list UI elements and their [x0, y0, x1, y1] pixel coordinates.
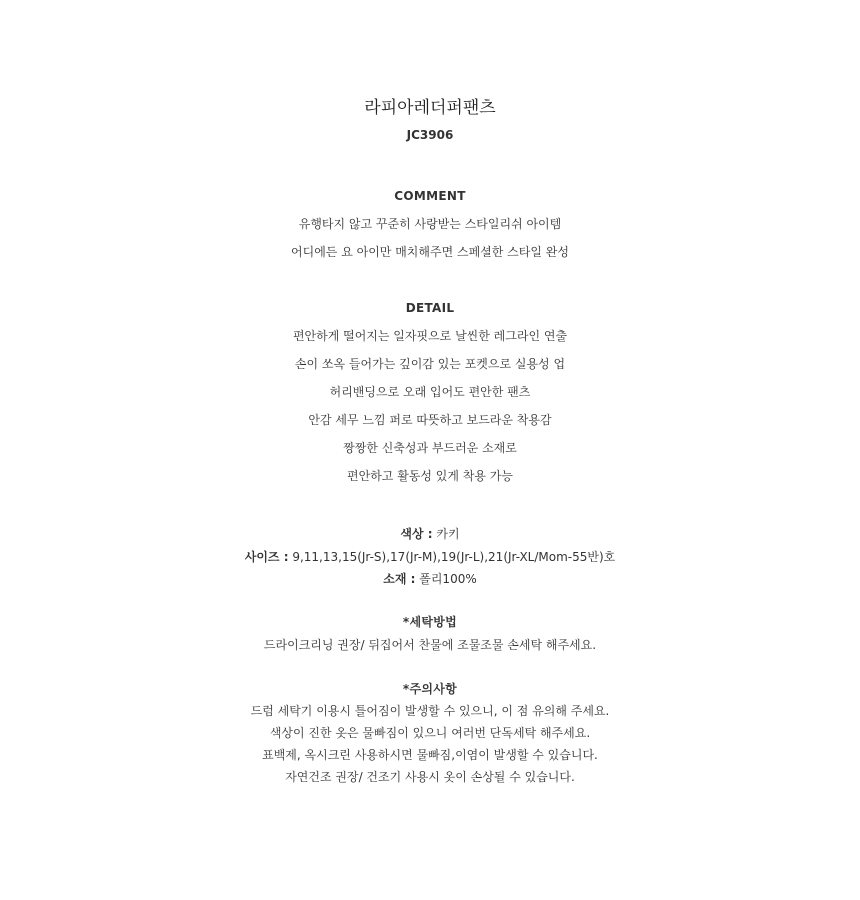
comment-line: 유행타지 않고 꾸준히 사랑받는 스타일리쉬 아이템 — [298, 217, 562, 231]
caution-line: 색상이 진한 옷은 물빠짐이 있으니 여러번 단독세탁 해주세요. — [269, 726, 591, 740]
washing-line: 드라이크리닝 권장/ 뒤집어서 찬물에 조물조물 손세탁 해주세요. — [263, 638, 597, 652]
washing-heading: *세탁방법 — [402, 615, 458, 629]
spec-material-label: 소재 : — [383, 572, 416, 586]
detail-line: 편안하고 활동성 있게 착용 가능 — [347, 469, 513, 483]
spec-color-value: 카키 — [436, 527, 460, 541]
comment-heading: COMMENT — [394, 189, 466, 203]
product-code: JC3906 — [406, 128, 454, 142]
caution-line: 표백제, 옥시크린 사용하시면 물빠짐,이염이 발생할 수 있습니다. — [262, 748, 598, 762]
product-name: 라피아레더퍼팬츠 — [364, 98, 496, 118]
caution-line: 드럼 세탁기 이용시 틀어짐이 발생할 수 있으니, 이 점 유의해 주세요. — [250, 704, 610, 718]
caution-line: 자연건조 권장/ 건조기 사용시 옷이 손상될 수 있습니다. — [285, 770, 575, 784]
detail-line: 편안하게 떨어지는 일자핏으로 날씬한 레그라인 연출 — [292, 329, 568, 343]
spec-color — [0, 524, 860, 544]
spec-material-value: 폴리100% — [419, 572, 477, 586]
detail-heading: DETAIL — [405, 301, 455, 315]
detail-line: 안감 세무 느낌 퍼로 따뜻하고 보드라운 착용감 — [308, 413, 552, 427]
detail-line: 허리밴딩으로 오래 입어도 편안한 팬츠 — [329, 385, 531, 399]
spec-size-value: 9,11,13,15(Jr-S),17(Jr-M),19(Jr-L),21(Jr-XL/Mom-55반)호 — [292, 550, 616, 564]
caution-heading: *주의사항 — [402, 682, 458, 696]
spec-material — [0, 569, 860, 589]
detail-line: 손이 쏘옥 들어가는 깊이감 있는 포켓으로 실용성 업 — [294, 357, 566, 371]
detail-line: 짱짱한 신축성과 부드러운 소재로 — [343, 441, 517, 455]
spec-size-label: 사이즈 : — [244, 550, 289, 564]
spec-size — [0, 547, 860, 567]
comment-line: 어디에든 요 아이만 매치해주면 스페셜한 스타일 완성 — [291, 245, 569, 259]
spec-color-label: 색상 : — [400, 527, 433, 541]
